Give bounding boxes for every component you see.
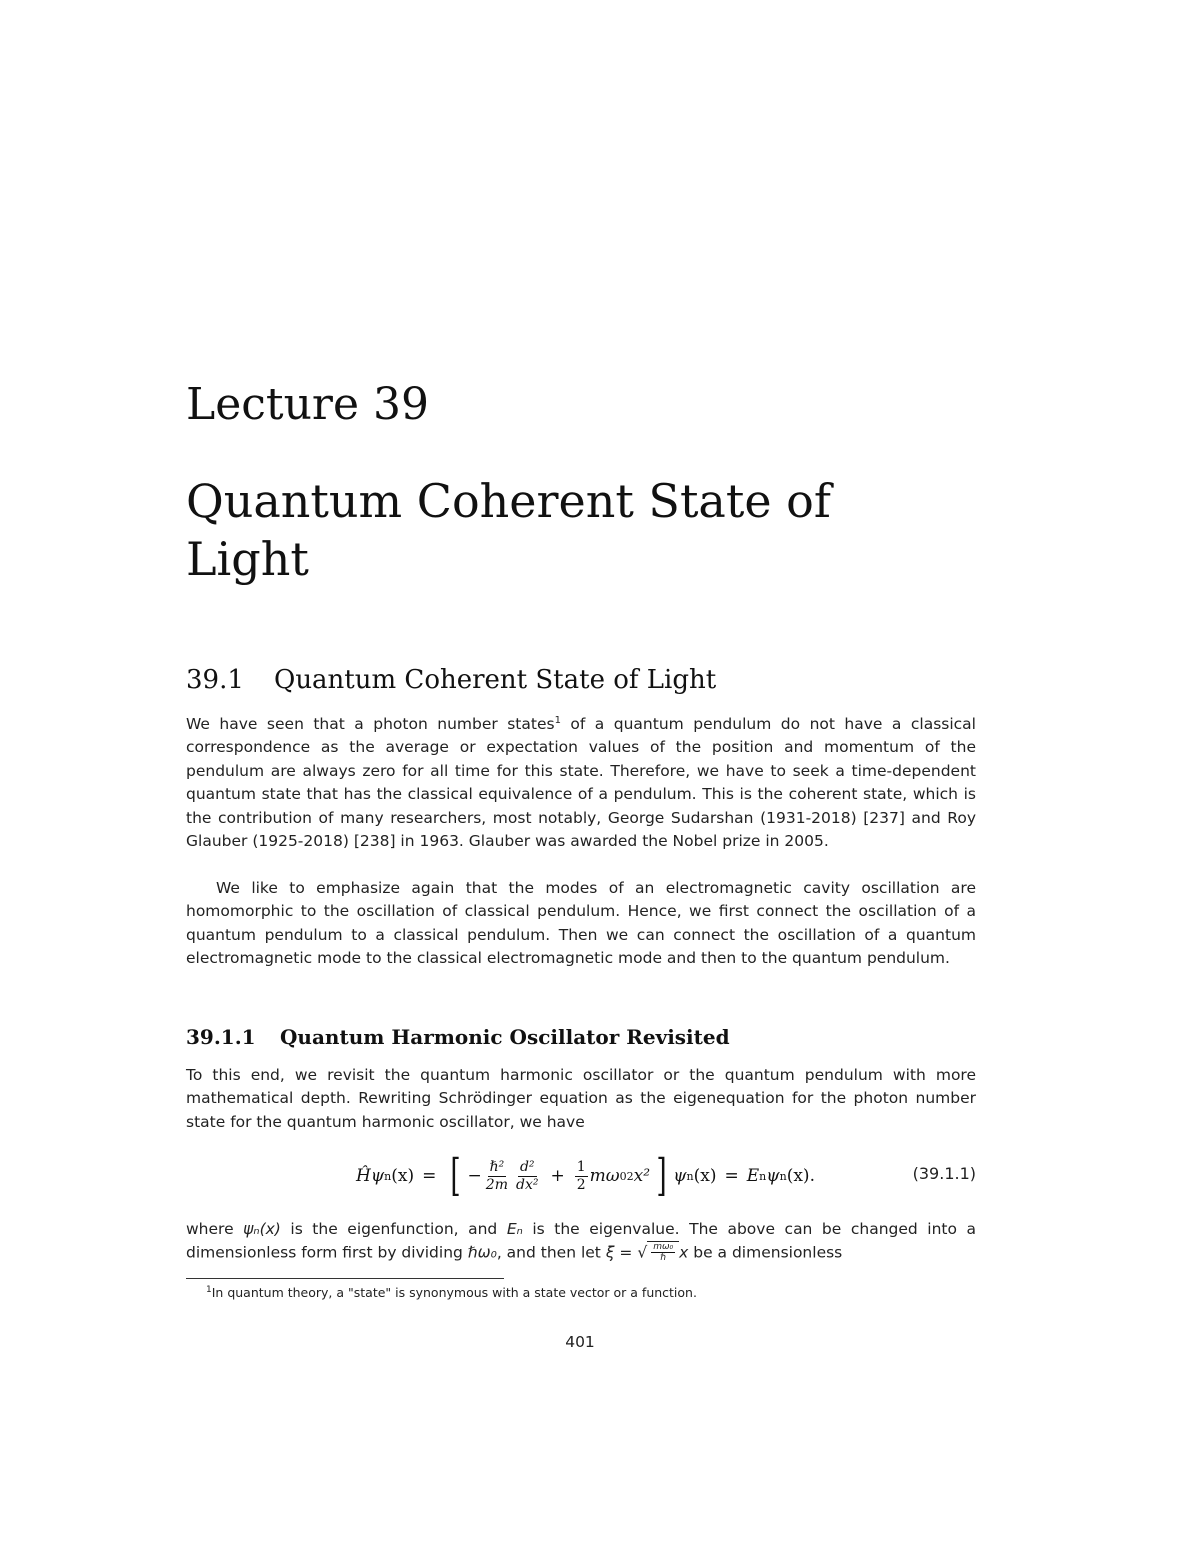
footnote-divider bbox=[186, 1278, 504, 1279]
sqrt-radical: √ bbox=[637, 1243, 648, 1262]
subsection-title: Quantum Harmonic Oscillator Revisited bbox=[280, 1025, 730, 1049]
plus-sign: + bbox=[550, 1166, 565, 1186]
subsection-number: 39.1.1 bbox=[186, 1025, 256, 1049]
after-eq-text-2: is the eigenfunction, and bbox=[280, 1220, 507, 1238]
after-eq-equals: = bbox=[614, 1243, 638, 1262]
equation-period: . bbox=[809, 1166, 815, 1186]
psi-symbol: ψ bbox=[370, 1166, 385, 1186]
fraction-derivative-numerator: d² bbox=[519, 1158, 535, 1175]
sqrt-numerator: mω₀ bbox=[653, 1242, 674, 1253]
subsection-heading bbox=[186, 1023, 730, 1051]
footnote-marker: 1 bbox=[206, 1284, 212, 1295]
after-eq-text-1: where bbox=[186, 1220, 244, 1238]
x-squared: x² bbox=[633, 1166, 651, 1186]
paragraph-subsection-intro: To this end, we revisit the quantum harmonic oscillator or the quantum pendulum with more mathematical depth. Rewriting Schrödinger equation as the eigenequation for the photon number state for the quantum harmonic oscillator, we have bbox=[186, 1066, 976, 1131]
minus-sign: − bbox=[467, 1166, 482, 1186]
subscript-n-2: n bbox=[686, 1169, 694, 1183]
paragraph-emphasis: We like to emphasize again that the modes of an electromagnetic cavity oscillation are homomorphic to the oscillation of classical pendulum. Hence, we first connect the oscillation of a quantum pendulum to a classical pendulum. Then we can connect the oscillation of a quantum electromagnetic mode to the classical electromagnetic mode and then to the quantum pendulum. bbox=[186, 879, 976, 968]
hamiltonian-symbol: Ĥ bbox=[356, 1166, 371, 1186]
argument-x: (x) bbox=[391, 1166, 415, 1186]
fraction-half-denominator: 2 bbox=[576, 1176, 586, 1193]
footnote-text: In quantum theory, a "state" is synonymous with a state vector or a function. bbox=[211, 1285, 697, 1300]
equation-body bbox=[356, 1148, 815, 1204]
energy-symbol: E bbox=[746, 1166, 760, 1186]
fraction-derivative-denominator: dx² bbox=[515, 1176, 539, 1193]
m-omega: mω bbox=[589, 1166, 620, 1186]
psi-symbol-2: ψ bbox=[673, 1166, 687, 1186]
subscript-n: n bbox=[384, 1169, 392, 1183]
sqrt-argument bbox=[647, 1241, 679, 1263]
equation-number: (39.1.1) bbox=[912, 1164, 976, 1183]
fraction-half-numerator: 1 bbox=[576, 1158, 586, 1175]
paragraph-intro-text-b: of a quantum pendulum do not have a classical correspondence as the average or expectation values of the position and momentum of the pendulum are always zero for all time for this state. Therefore, we have to seek a time-dependent quantum state that has the classical equivalence of a pendulum. This is the coherent state, which is the contribution of many researchers, most notably, George Sudarshan (1931-2018) [237] and Roy Glauber (1925-2018) [238] in 1963. Glauber was awarded the Nobel prize in 2005. bbox=[186, 715, 976, 851]
footnote bbox=[206, 1284, 976, 1302]
fraction-derivative bbox=[514, 1159, 540, 1194]
psi-symbol-3: ψ bbox=[766, 1166, 780, 1186]
fraction-hbar-denominator: 2m bbox=[485, 1176, 508, 1193]
paragraph-after-equation bbox=[186, 1218, 976, 1265]
equals-sign: = bbox=[422, 1166, 437, 1186]
fraction-hbar bbox=[484, 1159, 510, 1194]
left-bracket: [ bbox=[450, 1150, 462, 1201]
paragraph-intro-text-a: We have seen that a photon number states bbox=[186, 715, 555, 733]
paragraph-intro bbox=[186, 713, 976, 853]
lecture-label: Lecture 39 bbox=[186, 379, 429, 430]
eigenfunction-symbol: ψₙ(x) bbox=[243, 1220, 281, 1238]
subscript-n-4: n bbox=[779, 1169, 787, 1183]
fraction-hbar-numerator: ℏ² bbox=[489, 1158, 505, 1175]
subscript-n-3: n bbox=[759, 1169, 767, 1183]
eigenvalue-symbol: Eₙ bbox=[506, 1220, 523, 1238]
superscript-two: 2 bbox=[626, 1169, 634, 1183]
equation-39-1-1 bbox=[186, 1148, 976, 1204]
xi-symbol: ξ bbox=[605, 1243, 615, 1262]
hbar-omega-symbol: ℏω₀ bbox=[467, 1243, 497, 1262]
argument-x-2: (x) bbox=[693, 1166, 717, 1186]
right-bracket: ] bbox=[656, 1150, 667, 1201]
sqrt-denominator: ℏ bbox=[660, 1253, 667, 1264]
footnote-reference[interactable]: 1 bbox=[554, 714, 561, 726]
x-variable: x bbox=[679, 1243, 689, 1262]
after-eq-text-3: is the eigenvalue. The above can be changed into a dimensionless form first by dividing bbox=[186, 1220, 976, 1262]
fraction-half bbox=[575, 1159, 588, 1194]
chapter-title: Quantum Coherent State of Light bbox=[186, 474, 831, 586]
page-number: 401 bbox=[565, 1333, 595, 1351]
equals-sign-2: = bbox=[724, 1166, 739, 1186]
section-number: 39.1 bbox=[186, 665, 244, 695]
after-eq-text-5: be a dimensionless bbox=[688, 1243, 843, 1262]
section-title: Quantum Coherent State of Light bbox=[274, 665, 717, 695]
section-heading bbox=[186, 664, 716, 696]
subscript-zero: 0 bbox=[619, 1169, 627, 1183]
argument-x-3: (x) bbox=[786, 1166, 810, 1186]
after-eq-text-4: , and then let bbox=[496, 1243, 606, 1262]
